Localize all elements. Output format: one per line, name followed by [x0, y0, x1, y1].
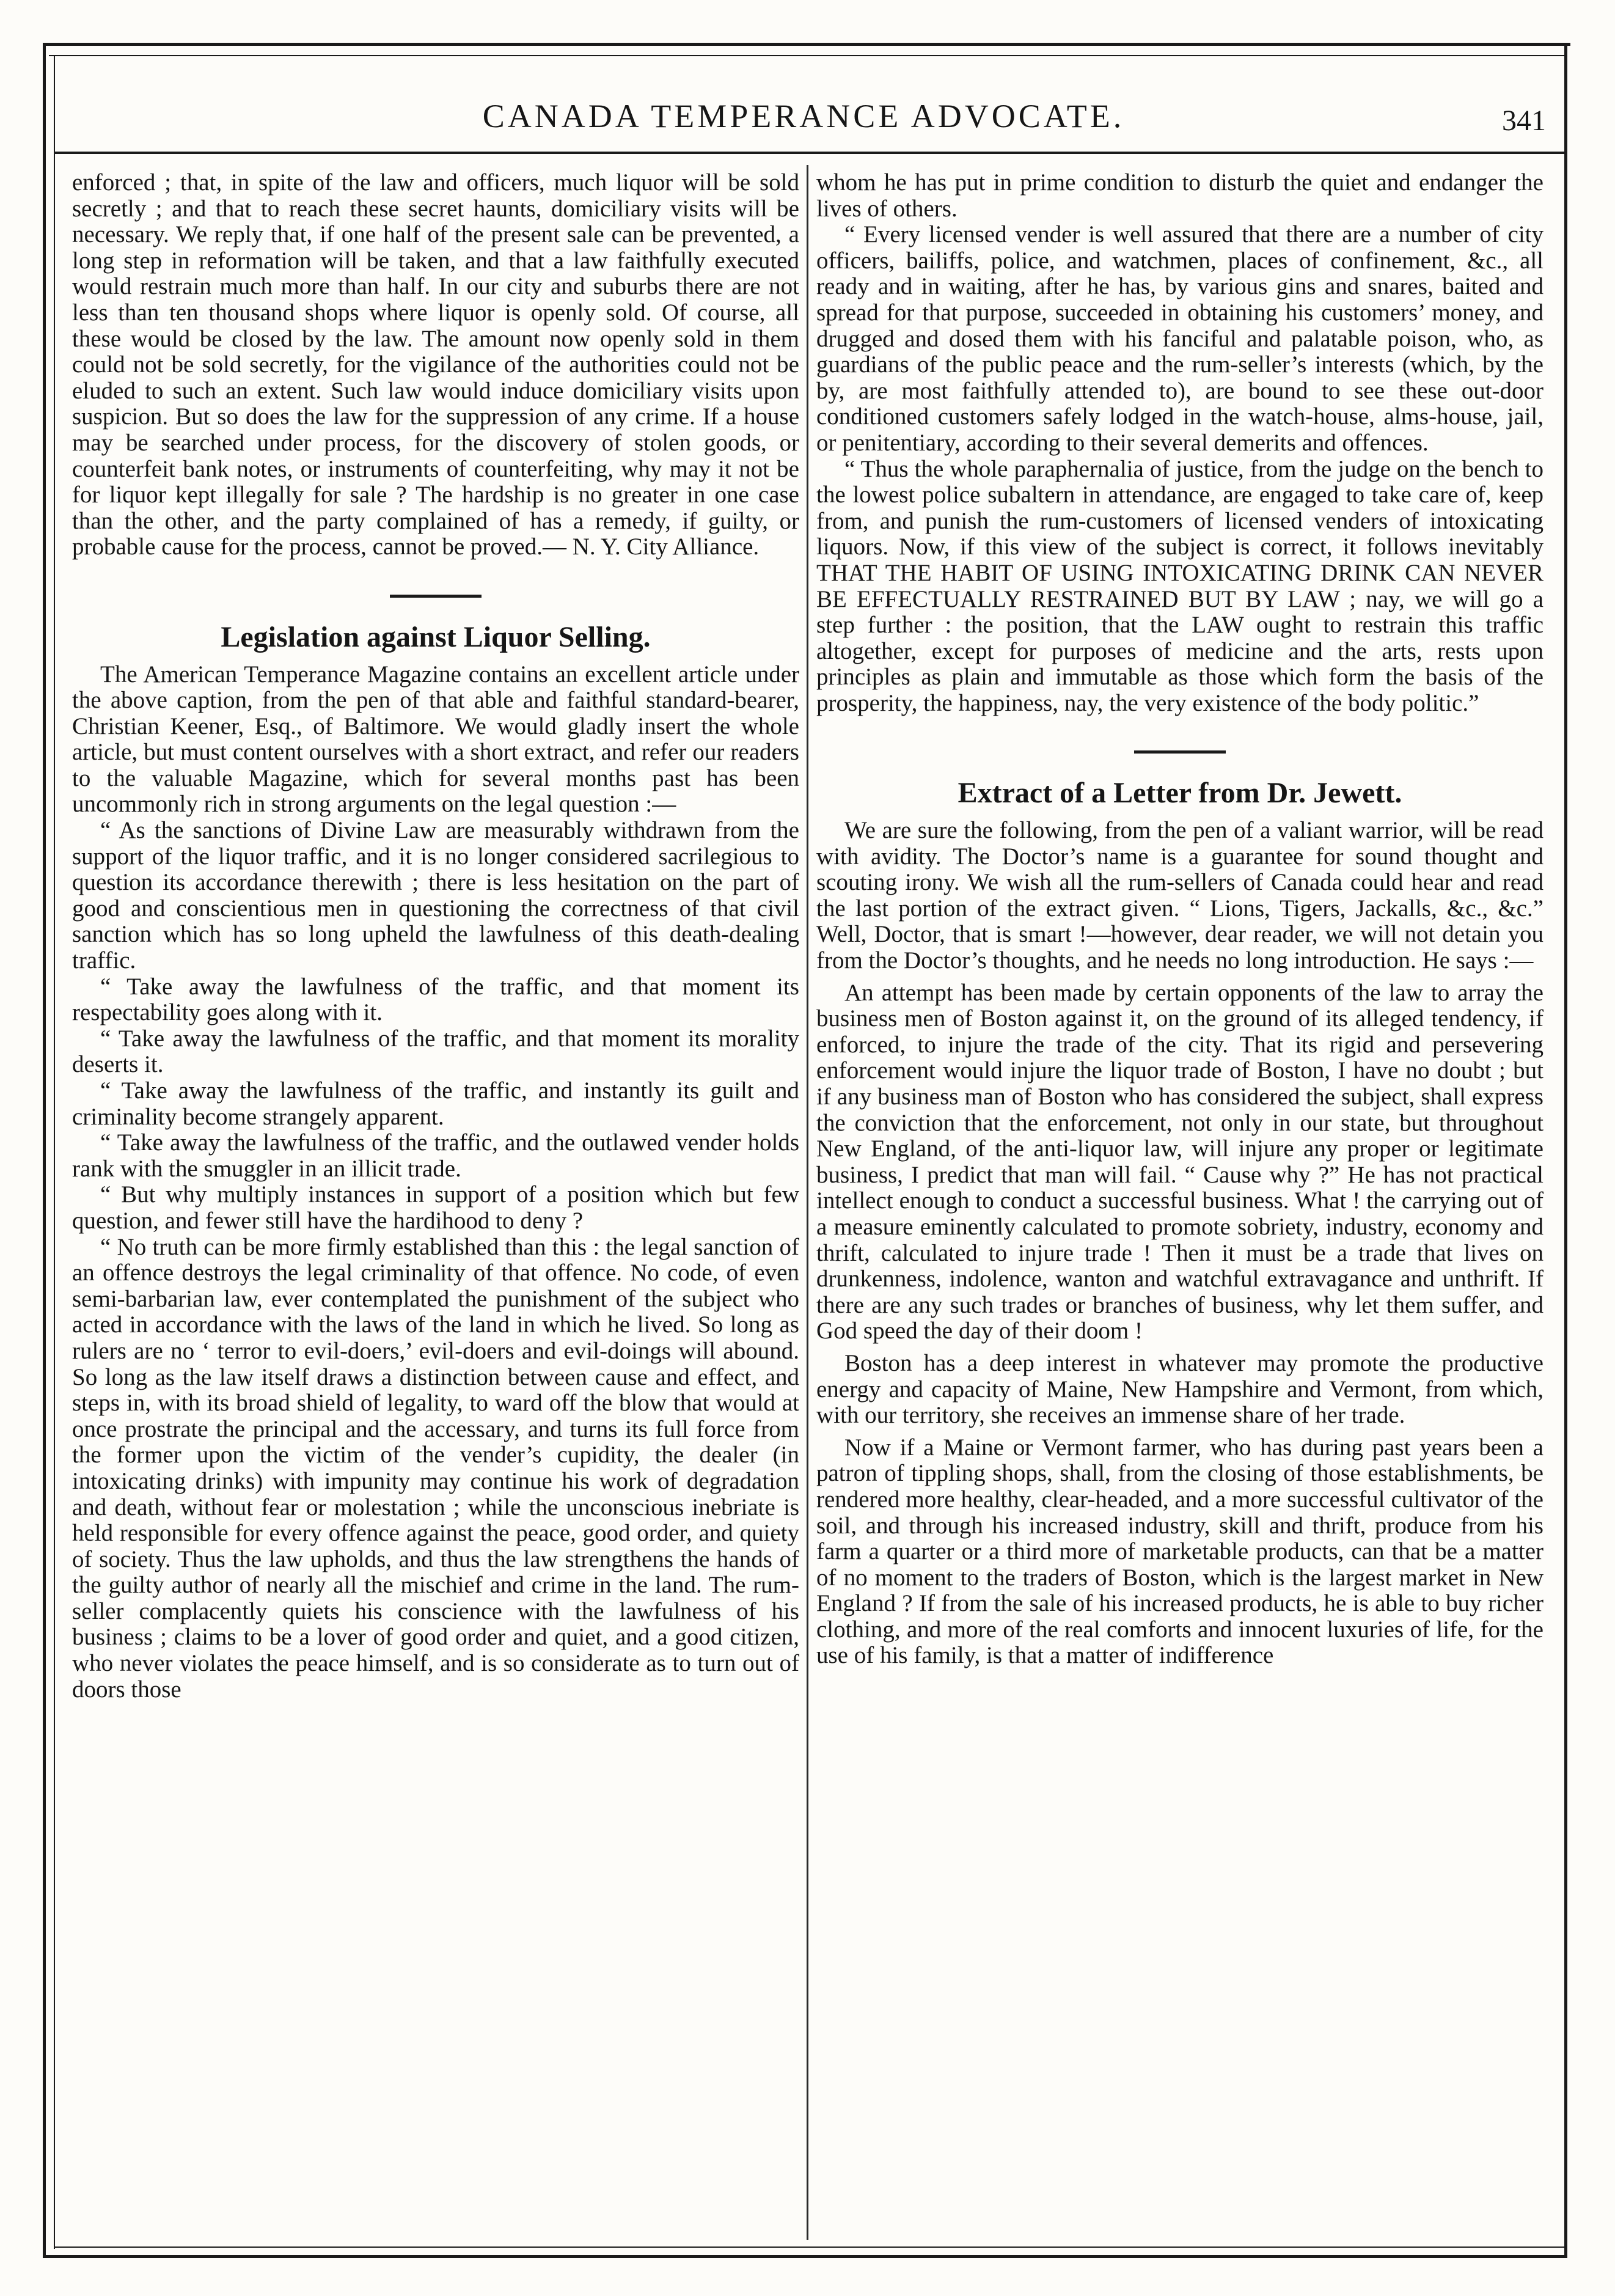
right-column [816, 170, 1544, 1669]
article-paragraph: An attempt has been made by certain opponents of the law to array the business men of Boston against it, on the ground of its alleged tendency, if enforced, to injure the trade of the city. That its rigid and persevering enforcement would injure the liquor trade of Boston, I have no doubt ; but if any business man of Boston who has considered the subject, shall express the conviction that the enforcement, not only in our state, but throughout New England, of the anti-liquor law, will injure any proper or legitimate business, I predict that man will fail. “ Cause why ?” He has not practical intellect enough to conduct a successful business. What ! the carrying out of a measure eminently calculated to promote sobriety, industry, economy and thrift, calculated to injure trade ! Then it must be a trade that lives on drunkenness, indolence, wanton and watchful extravagance and unthrift. If there are any such trades or branches of business, why let them suffer, and God speed the day of their doom ! [816, 979, 1544, 1344]
page-number: 341 [1502, 105, 1546, 137]
continued-paragraph: whom he has put in prime condition to disturb the quiet and endanger the lives of others. [816, 169, 1544, 222]
article-paragraph: “ Take away the lawfulness of the traffic, and that moment its respectability goes along with it. [72, 973, 799, 1026]
section-separator-rule [1134, 750, 1226, 754]
article-paragraph: “ Take away the lawfulness of the traffic, and that moment its morality deserts it. [72, 1025, 799, 1078]
article-paragraph: “ As the sanctions of Divine Law are measurably withdrawn from the support of the liquor traffic, and it is no longer considered sacrilegious to question its accordance therewith ; there is less hesitation on the part of good and conscientious men in questioning the correctness of that civil sanction which has so long upheld the lawfulness of this death-dealing traffic. [72, 817, 799, 974]
article-paragraph: “ But why multiply instances in support of a position which but few question, and fewer still have the hardihood to deny ? [72, 1181, 799, 1234]
article-paragraph: “ Every licensed vender is well assured that there are a number of city officers, bailiffs, police, and watchmen, places of confinement, &c., all ready and in waiting, after he has, by various gins and snares, baited and spread for that purpose, succeeded in obtaining his customers’ money, and drugged and dosed them with his fanciful and palatable poison, who, as guardians of the public peace and the rum-seller’s interests (which, by the by, are most faithfully attended to), are bound to see these out-door conditioned customers safely lodged in the watch-house, alms-house, jail, or penitentiary, according to their several demerits and offences. [816, 221, 1544, 456]
article-paragraph: Now if a Maine or Vermont farmer, who has during past years been a patron of tippling shops, shall, from the closing of those establishments, be rendered more healthy, clear-headed, and a more successful cultivator of the soil, and through his increased industry, skill and thrift, produce from his farm a quarter or a third more of marketable products, can that be a matter of no moment to the traders of Boston, which is the largest market in New England ? If from the sale of his increased products, he is able to buy richer clothing, and more of the real comforts and innocent luxuries of life, for the use of his family, is that a matter of indifference [816, 1434, 1544, 1669]
running-header [55, 92, 1552, 141]
publication-title: CANADA TEMPERANCE ADVOCATE. [482, 98, 1125, 134]
continued-paragraph: enforced ; that, in spite of the law and officers, much liquor will be sold secretly ; and that to reach these secret haunts, domiciliary visits will be necessary. We reply that, if one half of the present sale can be prevented, a long step in reformation will be taken, and that a law faithfully executed would restrain much more than half. In our city and suburbs there are not less than ten thousand shops where liquor is openly sold. Of course, all these would be closed by the law. The amount now openly sold in them could not be sold secretly, for the vigilance of the authorities could not be eluded to such an extent. Such law would induce domiciliary visits upon suspicion. But so does the law for the suppression of any crime. If a house may be searched under process, for the discovery of stolen goods, or counterfeit bank notes, or instruments of counterfeiting, why may it not be for liquor kept illegally for sale ? The hardship is no greater in one case than the other, and the party complained of has a remedy, if guilty, or probable cause for the process, cannot be proved.— N. Y. City Alliance. [72, 169, 799, 560]
left-border-rule-inner [54, 55, 55, 2249]
article-paragraph: “ Thus the whole paraphernalia of justice, from the judge on the bench to the lowest police subaltern in attendance, are engaged to take care of, keep from, and punish the rum-customers of licensed venders of intoxicating liquors. Now, if this view of the subject is correct, it follows inevitably THAT THE HABIT OF USING INTOXICATING DRINK CAN NEVER BE EFFECTUALLY RESTRAINED BUT BY LAW ; nay, we will go a step further : the position, that the LAW ought to restrain this traffic altogether, except for purposes of medicine and the arts, rests upon principles as plain and immutable as those which form the basis of the prosperity, the happiness, nay, the very existence of the body politic.” [816, 455, 1544, 716]
article-title-legislation: Legislation against Liquor Selling. [221, 620, 651, 653]
right-border-rule [1564, 43, 1567, 2258]
bottom-border-rule-inner [54, 2246, 1566, 2248]
top-border-rule-inner [49, 55, 1564, 56]
article-paragraph: “ No truth can be more firmly established than this : the legal sanction of an offence destroys the legal criminality of that offence. No code, of even semi-barbarian law, ever contemplated the punishment of the subject who acted in accordance with the laws of the land in which he lived. So long as rulers are no ‘ terror to evil-doers,’ evil-doers and evil-doings will abound. So long as the law itself draws a distinction between cause and effect, and steps in, with its broad shield of legality, to ward off the blow that would at once prostrate the principal and the accessary, and turns its full force from the former upon the victim of the vender’s cupidity, the dealer (in intoxicating drinks) with impunity may continue his work of degradation and death, without fear or molestation ; while the unconscious inebriate is held responsible for every offence against the peace, good order, and quiety of society. Thus the law upholds, and thus the law strengthens the hands of the guilty author of nearly all the mischief and crime in the land. The rum-seller complacently quiets his conscience with the lawfulness of his business ; claims to be a lover of good order and quiet, and a good citizen, who never violates the peace himself, and is so considerate as to turn out of doors those [72, 1233, 799, 1703]
top-border-rule [43, 43, 1570, 46]
article-paragraph: “ Take away the lawfulness of the traffic, and instantly its guilt and criminality become strangely apparent. [72, 1077, 799, 1130]
article-title-jewett-letter: Extract of a Letter from Dr. Jewett. [958, 777, 1402, 810]
left-column [72, 170, 799, 1703]
article-paragraph: Boston has a deep interest in whatever may promote the productive energy and capacity of Maine, New Hampshire and Vermont, from which, with our territory, she receives an immense share of her trade. [816, 1349, 1544, 1429]
header-rule [55, 152, 1564, 154]
article-paragraph: The American Temperance Magazine contains an excellent article under the above caption, from the pen of that able and faithful standard-bearer, Christian Keener, Esq., of Baltimore. We would gladly insert the whole article, but must content ourselves with a short extract, and refer our readers to the valuable Magazine, which for several months past has been uncommonly rich in strong arguments on the legal question :— [72, 661, 799, 818]
article-paragraph: We are sure the following, from the pen of a valiant warrior, will be read with avidity. The Doctor’s name is a guarantee for sound thought and scouting irony. We wish all the rum-sellers of Canada could hear and read the last portion of the extract given. “ Lions, Tigers, Jackalls, &c., &c.” Well, Doctor, that is smart !—however, dear reader, we will not detain you from the Doctor’s thoughts, and he needs no long introduction. He says :— [816, 817, 1544, 974]
left-border-rule [43, 43, 46, 2258]
section-separator-rule [390, 595, 482, 598]
bottom-border-rule [43, 2255, 1567, 2258]
article-paragraph: “ Take away the lawfulness of the traffic, and the outlawed vender holds rank with the smuggler in an illicit trade. [72, 1129, 799, 1182]
column-divider [807, 165, 808, 2240]
